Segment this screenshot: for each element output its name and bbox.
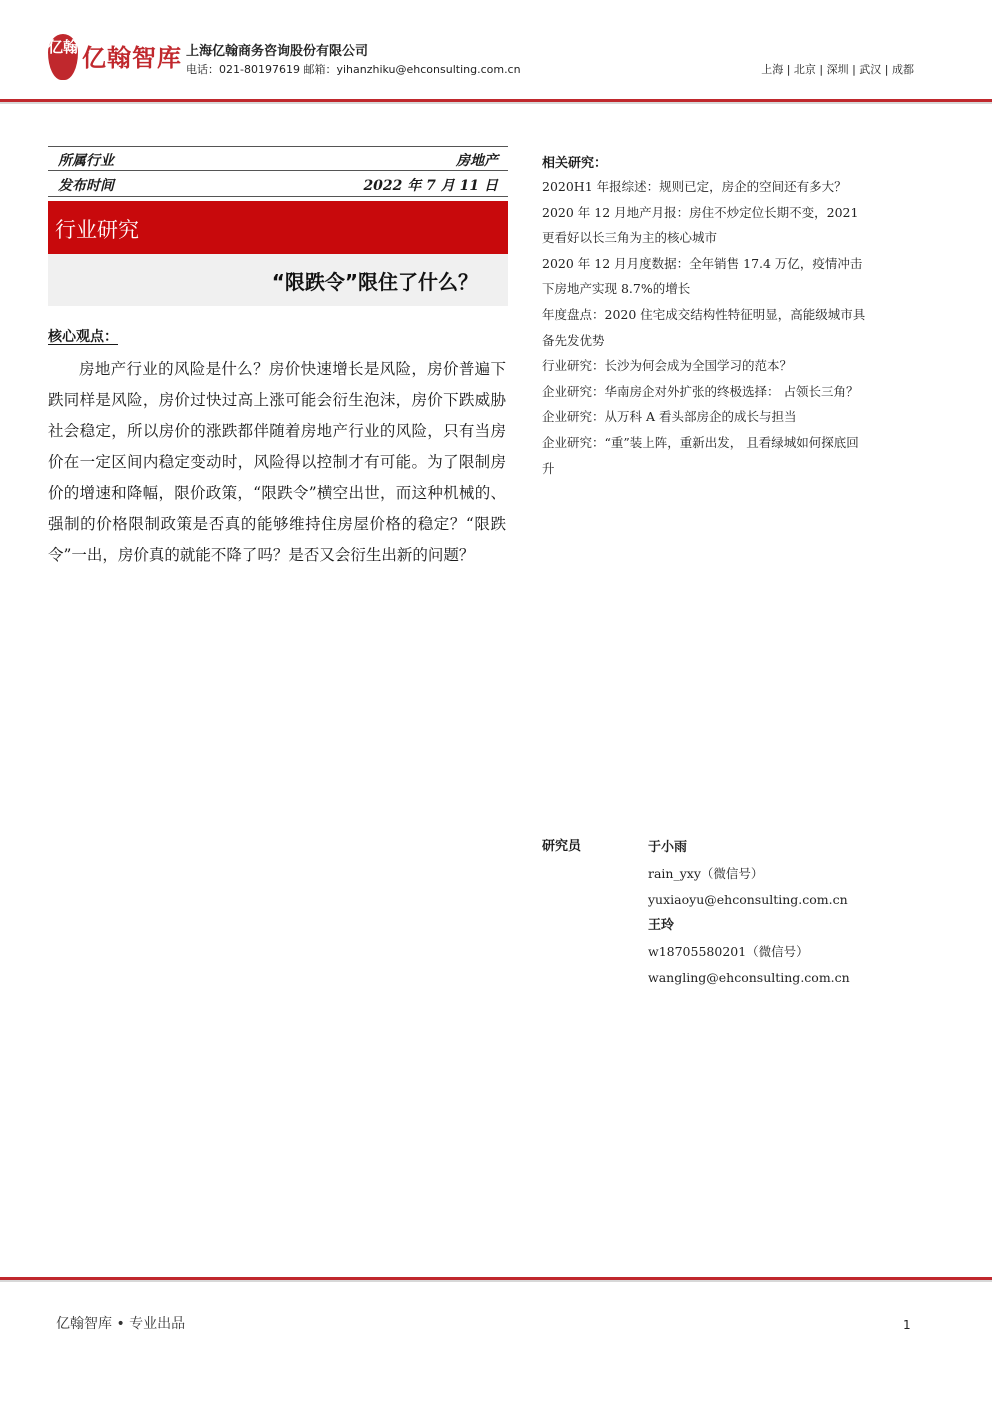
researcher-wechat: rain_yxy（微信号） bbox=[648, 866, 764, 881]
header-divider-gray bbox=[0, 102, 992, 104]
company-logo-mark: 亿翰 bbox=[48, 34, 78, 80]
meta-row-date bbox=[48, 172, 508, 197]
researcher-wechat: w18705580201（微信号） bbox=[648, 944, 809, 959]
industry-value: 房地产 bbox=[456, 153, 498, 169]
company-logo-text: 亿翰智库 bbox=[82, 44, 182, 72]
related-item[interactable]: 年度盘点：2020 住宅成交结构性特征明显，高能级城市具备先发优势 bbox=[542, 306, 866, 348]
company-name: 上海亿翰商务咨询股份有限公司 bbox=[186, 44, 369, 59]
researcher-email[interactable]: yuxiaoyu@ehconsulting.com.cn bbox=[648, 892, 848, 907]
report-title: “限跌令”限住了什么？ bbox=[271, 270, 478, 294]
footer-brand: 亿翰智库 • 专业出品 bbox=[56, 1316, 186, 1332]
researcher-name: 于小雨 bbox=[648, 840, 688, 855]
researcher-label: 研究员 bbox=[542, 839, 582, 854]
related-item[interactable]: 企业研究：从万科 A 看头部房企的成长与担当 bbox=[542, 409, 797, 425]
researcher-list bbox=[648, 835, 908, 991]
researcher-email[interactable]: wangling@ehconsulting.com.cn bbox=[648, 970, 850, 985]
date-label: 发布时间 bbox=[58, 178, 114, 194]
industry-label: 所属行业 bbox=[58, 153, 114, 169]
core-viewpoint-label: 核心观点： bbox=[48, 329, 118, 345]
related-research-list bbox=[542, 174, 868, 481]
meta-row-industry bbox=[48, 146, 508, 171]
related-item[interactable]: 企业研究：“重”装上阵，重新出发， 且看绿城如何探底回升 bbox=[542, 434, 859, 476]
company-contact: 电话：021-80197619 邮箱：yihanzhiku@ehconsulting.com.cn bbox=[186, 63, 521, 76]
related-item[interactable]: 企业研究：华南房企对外扩张的终极选择： 占领长三角？ bbox=[542, 383, 859, 399]
category-label: 行业研究 bbox=[55, 218, 139, 242]
researcher-name: 王玲 bbox=[648, 918, 675, 933]
title-box bbox=[48, 254, 508, 306]
office-cities: 上海 | 北京 | 深圳 | 武汉 | 成都 bbox=[761, 63, 914, 76]
related-item[interactable]: 2020H1 年报综述：规则已定，房企的空间还有多大？ bbox=[542, 179, 847, 194]
related-item[interactable]: 行业研究：长沙为何会成为全国学习的范本？ bbox=[542, 358, 793, 374]
core-viewpoint-body: 房地产行业的风险是什么？房价快速增长是风险，房价普遍下跌同样是风险，房价过快过高上涨可能会衍生泡沫，房价下跌威胁社会稳定，所以房价的涨跌都伴随着房地产行业的风险，只有当房价在一定区间内稳定变动时，风险得以控制才有可能。为了限制房价的增速和降幅，限价政策，“限跌令”横空出世，而这种机械的、强制的价格限制政策是否真的能够维持住房屋价格的稳定？“限跌令”一出，房价真的就能不降了吗？是否又会衍生出新的问题？ bbox=[48, 360, 506, 564]
date-value: 2022 年 7 月 11 日 bbox=[363, 178, 498, 194]
related-item[interactable]: 2020 年 12 月地产月报：房住不炒定位长期不变，2021 更看好以长三角为主的核心城市 bbox=[542, 204, 859, 246]
related-research-title: 相关研究： bbox=[542, 156, 608, 171]
category-banner bbox=[48, 201, 508, 254]
page-number: 1 bbox=[903, 1318, 911, 1332]
footer-divider-gray bbox=[0, 1280, 992, 1282]
related-item[interactable]: 2020 年 12 月月度数据：全年销售 17.4 万亿，疫情冲击下房地产实现 8.7%的增长 bbox=[542, 255, 863, 297]
